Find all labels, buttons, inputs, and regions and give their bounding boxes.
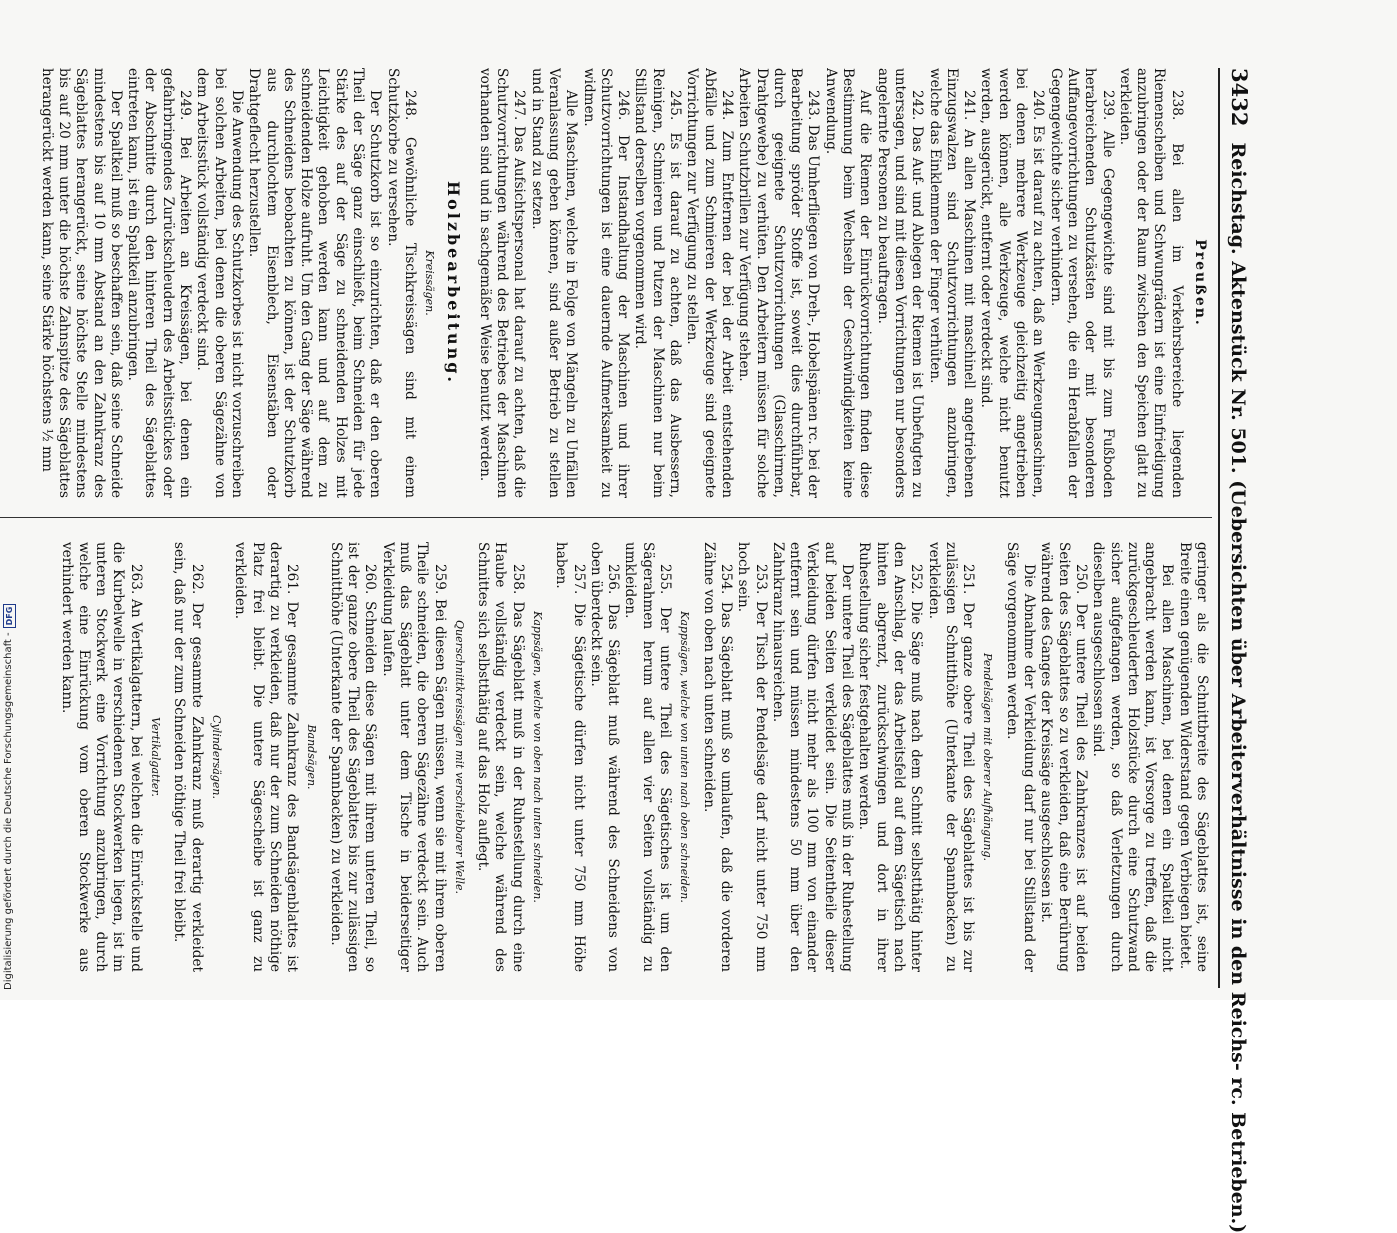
- paragraph: 243. Das Umherfliegen von Dreh-, Hobelspänen rc. bei der Bearbeitung spröder Stoffe ist, soweit dies durchführbar, durch geeignete Schutzvorrichtungen (Glasschirmen, Drahtgewebe) zu verhüten. Den Arbeitern müssen für solche Arbeiten Schutzbrillen zur Verfügung stehen.: [736, 68, 822, 498]
- paragraph: 238. Bei allen im Verkehrsbereiche liegenden Riemenscheiben und Schwungrädern ist eine Einfriedigung anzubringen oder der Raum zwischen den Speichen glatt zu verkleiden.: [1116, 68, 1185, 498]
- paragraph: 257. Die Sägetische dürfen nicht unter 750 mm Höhe haben.: [553, 542, 587, 972]
- paragraph: 259. Bei diesen Sägen müssen, wenn sie mit ihrem oberen Theile schneiden, die oberen Sägezähne verdeckt sein. Auch muß das Sägeblatt unter dem Tische in beiderseitiger Verkleidung laufen.: [379, 542, 448, 972]
- paragraph: 242. Das Auf- und Ablegen der Riemen ist Unbefugten zu untersagen, und sind mit diesen Vorrichtungen nur besonders angelernte Personen zu beauftragen.: [874, 68, 926, 498]
- paragraph: Auf die Riemen der Einrückvorrichtungen finden diese Bestimmung beim Wechseln der Geschwindigkeiten keine Anwendung.: [822, 68, 874, 498]
- paragraph: Alle Maschinen, welche in Folge von Mängeln zu Unfällen Veranlassung geben können, sind außer Betrieb zu stellen und in Stand zu setzen.: [528, 68, 580, 498]
- paragraph: 239. Alle Gegengewichte sind mit bis zum Fußboden herabreichenden Schutzkästen oder mit besonderen Auffangevorrichtungen zu versehen, die ein Herabfallen der Gegengewichte sicher verhindern.: [1047, 68, 1116, 498]
- section-heading: Holzbearbeitung.: [443, 181, 463, 385]
- column-divider: [0, 517, 1212, 518]
- paragraph: Bei allen Maschinen, bei denen ein Spaltkeil nicht angebracht werden kann, ist Vorsorge zu treffen, daß die zurückgeschleuderten Holzstücke durch eine Schutzwand sicher aufgefangen werden, so daß Verletzungen durch dieselben ausgeschlossen sind.: [1090, 542, 1176, 972]
- paragraph: 254. Das Sägeblatt muß so umlaufen, daß die vorderen Zähne von oben nach unten schneiden.: [700, 542, 734, 972]
- paragraph-group-b: [37, 68, 418, 498]
- credit-text: Digitalisierung gefördert durch die Deutsche Forschungsgemeinschaft -: [3, 632, 14, 990]
- paragraph: 240. Es ist darauf zu achten, daß an Werkzeugmaschinen, bei denen mehrere Werkzeuge gleichzeitig angetrieben werden können, alle Werkzeuge, welche nicht benutzt werden, ausgerückt, entfernt oder verdeckt sind.: [978, 68, 1047, 498]
- left-column: [0, 68, 1210, 498]
- running-header: [1222, 68, 1252, 1233]
- paragraph: Der Schutzkorb ist so einzurichten, daß er den oberen Theil der Säge ganz einschließt, beim Schneiden für jede Stärke des auf der Säge zu schneidenden Holzes mit Leichtigkeit gehoben werden kann und auf dem zu schneidenden Holze aufruht. Um den Gang der Säge während des Schneidens beobachten zu können, ist der Schutzkorb aus durchlochtem Eisenblech, Eisenstäben oder Drahtgeflecht herzustellen.: [246, 68, 384, 498]
- page-number: 3432: [1227, 68, 1252, 127]
- paragraph: 251. Der ganze obere Theil des Sägeblattes ist bis zur zulässigen Schnitthöhe (Unterkante der Spannbacken) zu verkleiden.: [925, 542, 977, 972]
- subheading: Vertikalgatter.: [149, 717, 163, 797]
- paragraph: 250. Der untere Theil des Zahnkranzes ist auf beiden Seiten des Sägeblattes so zu verkleiden, daß eine Berührung während des Ganges der Kreissäge ausgeschlossen ist.: [1038, 542, 1089, 972]
- paragraph: 244. Zum Entfernen der bei der Arbeit entstehenden Abfälle und zum Schmieren der Werkzeuge sind geeignete Vorrichtungen zur Verfügung zu stellen.: [684, 68, 735, 498]
- paragraph: 260. Schneiden diese Sägen mit ihrem unteren Theil, so ist der ganze obere Theil des Sägeblattes bis zur zulässigen Schnitthöhe (Unterkante der Spannbacken) zu verkleiden.: [327, 542, 379, 972]
- paragraph: Der untere Theil des Sägeblattes muß in der Ruhestellung auf beiden Seiten verkleidet sein. Die Seitentheile dieser Verkleidung dürfen nicht mehr als 100 mm von einander entfernt sein und müssen mindestens 50 mm über den Zahnkranz hinausreichen.: [769, 542, 856, 972]
- paragraph: 253. Der Tisch der Pendelsäge darf nicht unter 750 mm hoch sein.: [735, 542, 769, 972]
- header-rule: [1218, 68, 1220, 988]
- paragraph: 255. Der untere Theil des Sägetisches ist um den Sägerahmen herum auf allen vier Seiten vollständig zu umkleiden.: [622, 542, 674, 972]
- paragraph: 256. Das Sägeblatt muß während des Schneidens von oben überdeckt sein.: [587, 542, 622, 972]
- credit-line: [1, 0, 17, 990]
- subheading: Kreissägen.: [423, 250, 437, 316]
- dfg-logo: DFG: [3, 604, 16, 629]
- paragraph: 262. Der gesammte Zahnkranz muß derartig verkleidet sein, daß nur der zum Schneiden nöthige Theil frei bleibt.: [171, 542, 205, 972]
- paragraph-group-g: [170, 542, 205, 972]
- paragraph: 246. Der Instandhaltung der Maschinen und ihrer Schutzvorrichtungen ist eine dauernde Aufmerksamkeit zu widmen.: [580, 68, 632, 498]
- paragraph: 252. Die Säge muß nach dem Schnitt selbstthätig hinter den Anschlag, der das Arbeitsfeld auf dem Sägetisch nach hinten abgrenzt, zurückschwingen und dort in ihrer Ruhestellung sicher festgehalten werden.: [856, 542, 925, 972]
- right-column: [0, 542, 1210, 972]
- paragraph-group-a: [476, 68, 1185, 498]
- paragraph: 241. An allen Maschinen mit maschinell angetriebenen Einzugswalzen sind Schutzvorrichtungen anzubringen, welche das Einklemmen der Finger verhüten.: [926, 68, 978, 498]
- paragraph: 247. Das Aufsichtspersonal hat darauf zu achten, daß die Schutzvorrichtungen während des Betriebes der Maschinen vorhanden sind und in sachgemäßer Weise benutzt werden.: [476, 68, 528, 498]
- subheading: Pendelsägen mit oberer Aufhängung.: [981, 652, 995, 862]
- paragraph-group-h: [57, 542, 143, 972]
- subheading: Kappsägen, welche von unten nach oben schneiden.: [678, 611, 692, 903]
- paragraph: 248. Gewöhnliche Tischkreissägen sind mit einem Schutzkorbe zu versehen.: [384, 68, 418, 498]
- subheading: Bandsägen.: [305, 724, 319, 790]
- subheading: Kappsägen, welche von oben nach unten schneiden.: [531, 611, 545, 903]
- paragraph-group-b: [699, 542, 976, 972]
- paragraph: 261. Der gesammte Zahnkranz des Bandsägenblattes ist derartig zu verkleiden, daß nur der zum Schneiden nöthige Platz frei bleibt. Die untere Sägescheibe ist ganz zu verkleiden.: [232, 542, 301, 972]
- digitization-credit: [0, 0, 18, 1000]
- paragraph-group-a: [1002, 542, 1210, 972]
- paragraph-group-d: [474, 542, 526, 972]
- paragraph: 263. An Vertikalgattern, bei welchen die Einrückstelle und die Kurbelwelle in verschiedenen Stockwerken liegen, ist im unteren Stockwerk eine Vorrichtung anzubringen, durch welche eine Einrückung vom oberen Stockwerke aus verhindert werden kann.: [58, 542, 144, 972]
- subheading: Cylindersägen.: [209, 715, 223, 799]
- paragraph: Die Abnahme der Verkleidung darf nur bei Stillstand der Säge vorgenommen werden.: [1003, 542, 1038, 972]
- state-heading: Preußen.: [1192, 239, 1208, 327]
- paragraph: Der Spaltkeil muß so beschaffen sein, daß seine Schneide mindestens bis auf 10 mm Abstand an den Zahnkranz des Sägeblattes herangerückt, seine höchste Stelle mindestens bis auf 20 mm unter die höchste Zahnspitze des Sägeblattes herangerückt werden kann, seine Stärke höchstens ½ mm: [38, 68, 124, 498]
- paragraph: 258. Das Sägeblatt muß in der Ruhestellung durch eine Haube vollständig verdeckt sein, welche während des Schnittes sich selbstthätig auf das Holz auflegt.: [475, 542, 526, 972]
- paragraph-group-c: [552, 542, 673, 972]
- paragraph-group-f: [231, 542, 300, 972]
- paragraph: 249. Bei Arbeiten an Kreissägen, bei denen ein gefahrbringendes Zurückschleudern des Arbeitsstückes oder der Abschnitte durch den hinteren Theil des Sägeblattes eintreten kann, ist ein Spaltkeil anzubringen.: [125, 68, 194, 498]
- paragraph: geringer als die Schnittbreite des Sägeblattes ist, seine Breite einen genügenden Widerstand gegen Verbiegen bietet.: [1176, 542, 1210, 972]
- paragraph: Die Anwendung des Schutzkorbes ist nicht vorzuschreiben bei solchen Arbeiten, bei denen die oberen Sägezähne von dem Arbeitsstück vollständig verdeckt sind.: [194, 68, 245, 498]
- page-title: Reichstag. Aktenstück Nr. 501. (Uebersichten über Arbeiterverhältnisse in den Reichs- rc. Betrieben.): [1227, 142, 1249, 1233]
- paragraph: 245. Es ist darauf zu achten, daß das Ausbessern, Reinigen, Schmieren und Putzen der Maschinen nur beim Stillstand derselben vorgenommen wird.: [632, 68, 684, 498]
- paragraph-group-e: [326, 542, 447, 972]
- subheading: Querschnittkreissägen mit verschiebbarer Welle.: [452, 619, 466, 895]
